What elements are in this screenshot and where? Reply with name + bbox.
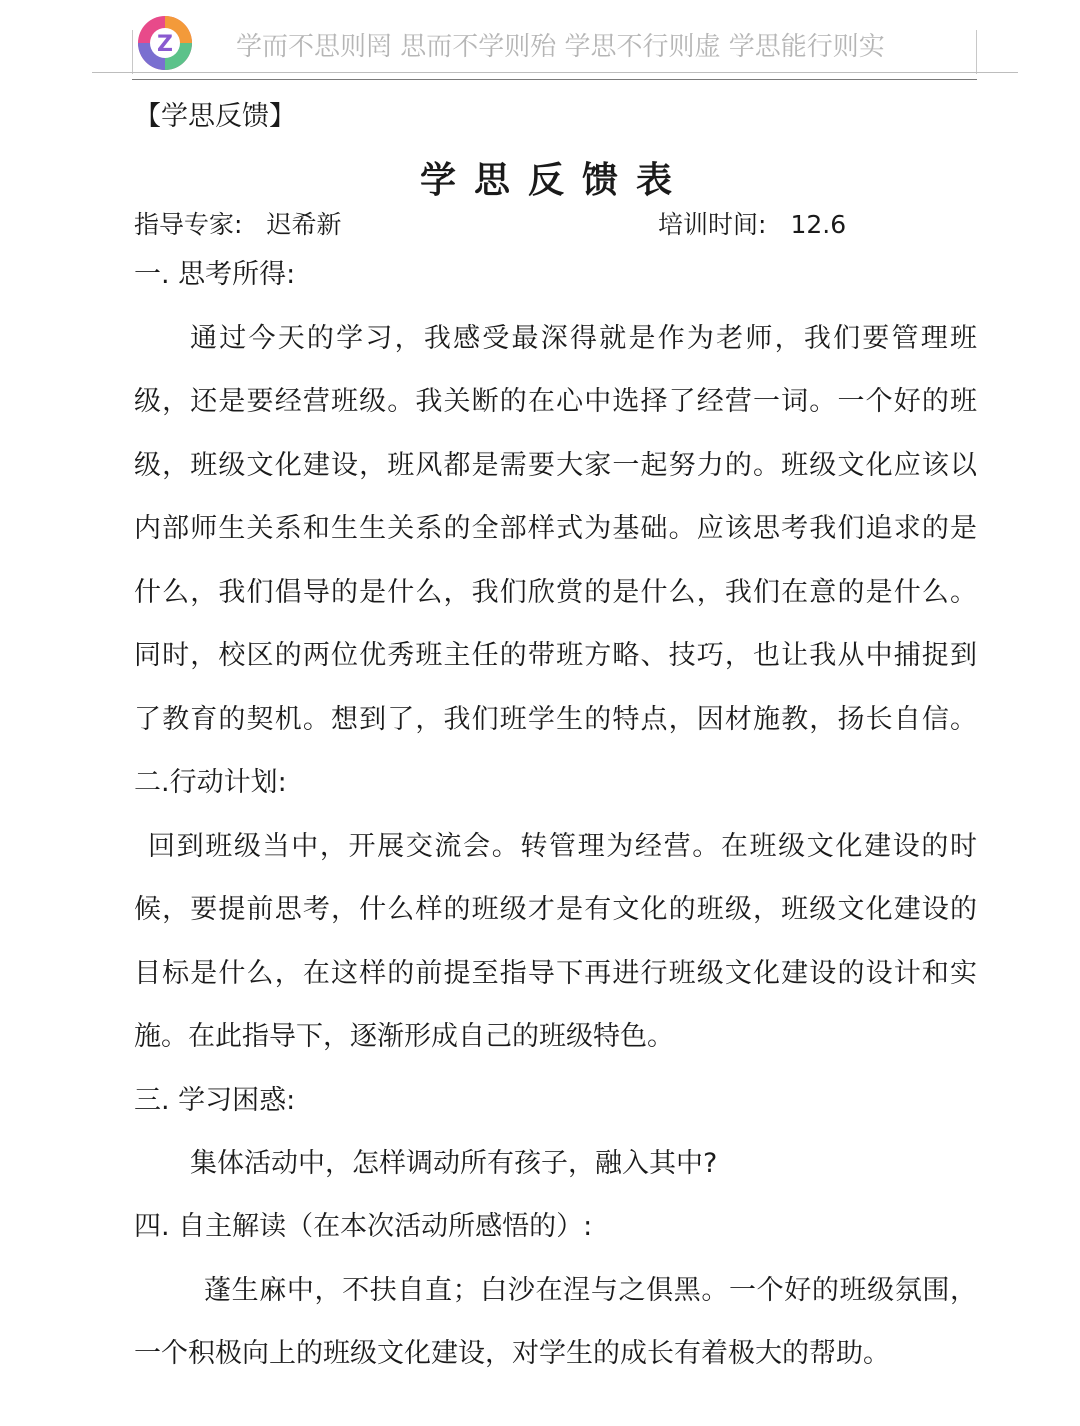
document-header	[0, 0, 1080, 80]
section-1-line: 级，还是要经营班级。我关断的在心中选择了经营一词。一个好的班	[134, 386, 977, 417]
section-2-heading: 二.行动计划:	[134, 767, 287, 798]
section-1-line: 了教育的契机。想到了，我们班学生的特点，因材施教，扬长自信。	[134, 704, 977, 735]
section-4-heading: 四. 自主解读（在本次活动所感悟的）:	[134, 1211, 593, 1242]
section-1-line: 同时，校区的两位优秀班主任的带班方略、技巧，也让我从中捕捉到	[134, 640, 977, 671]
section-4-line: 一个积极向上的班级文化建设，对学生的成长有着极大的帮助。	[134, 1338, 890, 1369]
section-3-line: 集体活动中，怎样调动所有孩子，融入其中?	[190, 1148, 718, 1179]
header-left-rule	[132, 30, 133, 74]
doc-label: 【学思反馈】	[134, 101, 296, 132]
section-2-line: 回到班级当中，开展交流会。转管理为经营。在班级文化建设的时	[148, 831, 977, 862]
section-3-heading: 三. 学习困惑:	[134, 1085, 296, 1116]
header-divider-lower	[132, 79, 977, 80]
section-2-line: 目标是什么，在这样的前提至指导下再进行班级文化建设的设计和实	[134, 958, 977, 989]
time-label: 培训时间:	[658, 210, 767, 239]
doc-title: 学思反馈表	[419, 160, 690, 201]
section-1-line: 通过今天的学习，我感受最深得就是作为老师，我们要管理班	[190, 323, 977, 354]
expert-label: 指导专家:	[134, 210, 243, 239]
section-4-line: 蓬生麻中，不扶自直；白沙在涅与之俱黑。一个好的班级氛围，	[204, 1275, 977, 1306]
header-motto: 学而不思则罔 思而不学则殆 学思不行则虚 学思能行则实	[236, 32, 885, 62]
header-right-rule	[976, 30, 977, 74]
training-time-line	[658, 205, 846, 241]
expert-line	[134, 205, 341, 241]
expert-name: 迟希新	[266, 210, 342, 239]
header-divider	[92, 72, 1018, 73]
section-2-line: 施。在此指导下，逐渐形成自己的班级特色。	[134, 1021, 674, 1052]
section-1-line: 什么，我们倡导的是什么，我们欣赏的是什么，我们在意的是什么。	[134, 577, 977, 608]
section-1-line: 级，班级文化建设，班风都是需要大家一起努力的。班级文化应该以	[134, 450, 977, 481]
logo-letter: Z	[157, 32, 173, 57]
section-1-heading: 一. 思考所得:	[134, 259, 296, 290]
school-logo	[136, 14, 194, 72]
time-value: 12.6	[790, 210, 847, 239]
section-1-line: 内部师生关系和生生关系的全部样式为基础。应该思考我们追求的是	[134, 513, 977, 544]
section-2-line: 候，要提前思考，什么样的班级才是有文化的班级，班级文化建设的	[134, 894, 977, 925]
